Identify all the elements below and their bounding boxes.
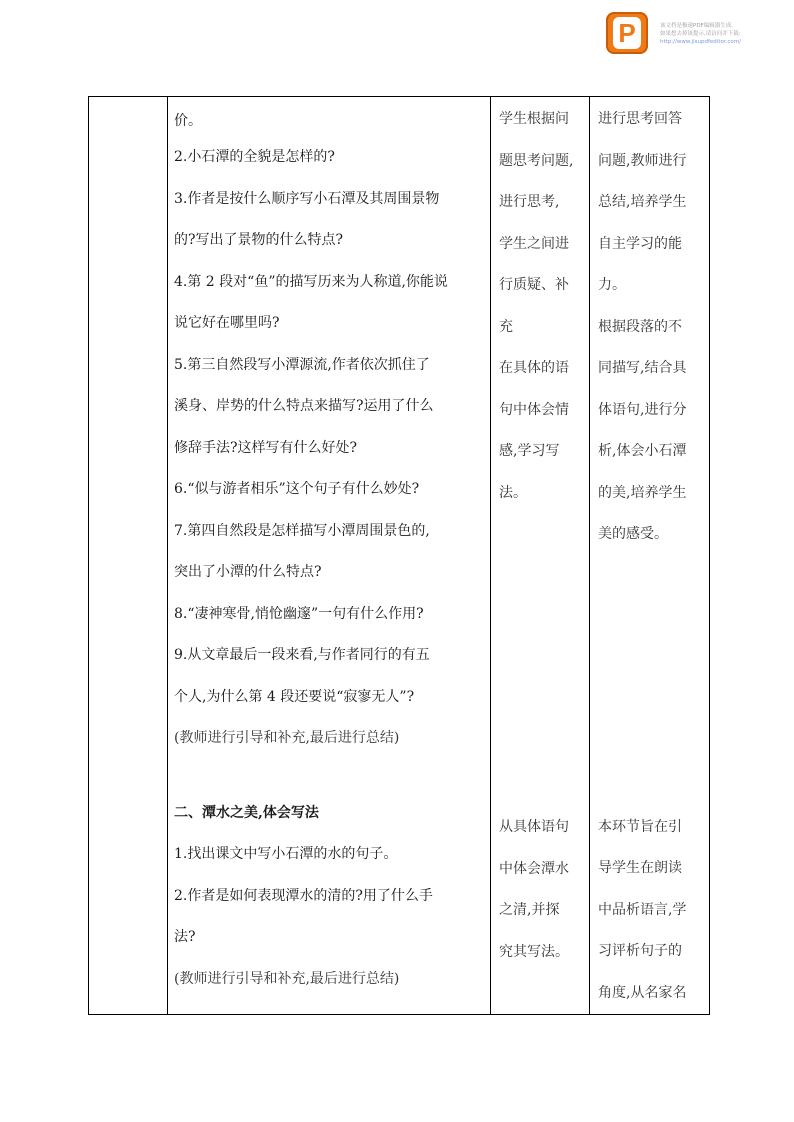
student-activity-text [491,97,589,973]
intent-line: 问题,教师进行 [598,152,687,169]
student-line: 行质疑、补 [499,277,569,293]
student-line: 究其写法。 [499,943,569,960]
intent-line: 同描写,结合具 [598,360,687,376]
question-line: 溪身、岸势的什么特点来描写?运用了什么 [174,398,434,414]
design-intent-text [590,97,709,1014]
student-line: 法。 [499,484,527,501]
intent-line: 导学生在朗读 [598,860,682,876]
pdf-editor-logo [606,12,652,56]
question-line: 8.“凄神寒骨,悄怆幽邃”一句有什么作用? [174,605,424,622]
intent-line: 的美,培养学生 [598,484,687,501]
student-line: 学生之间进 [499,235,569,252]
teaching-content-cell [168,97,491,1015]
intent-line: 自主学习的能 [598,235,682,252]
intent-line: 本环节旨在引 [598,818,682,835]
teacher-note: (教师进行引导和补充,最后进行总结) [174,730,400,746]
question-line: 价。 [174,113,202,129]
question-line: 5.第三自然段写小潭源流,作者依次抓住了 [174,356,430,373]
intent-line: 总结,培养学生 [598,194,687,210]
intent-line: 体语句,进行分 [598,401,687,418]
teacher-note: (教师进行引导和补充,最后进行总结) [174,970,400,987]
question-list-main [168,137,490,1000]
student-line: 之清,并探 [499,902,560,918]
watermark-line: 该文档是极速PDF编辑器生成, [660,23,733,29]
intent-line: 进行思考回答 [598,111,682,127]
watermark-url[interactable]: http://www.jisupdfeditor.com/ [660,39,741,45]
watermark-notice [660,22,790,46]
watermark-line: 如果想去掉该提示,请访问并下载: [660,31,741,37]
student-line: 在具体的语 [499,360,569,376]
lesson-plan-table [88,96,710,1015]
student-line: 进行思考, [499,194,560,210]
student-line: 充 [499,318,513,335]
question-line: 2.小石潭的全貌是怎样的? [174,149,335,165]
student-activity-cell [491,97,590,1015]
student-line: 从具体语句 [499,819,569,835]
intent-line: 习评析句子的 [598,943,682,959]
question-line: 3.作者是按什么顺序写小石潭及其周围景物 [174,190,440,207]
question-line: 2.作者是如何表现潭水的清的?用了什么手 [174,887,433,904]
intent-line: 力。 [598,277,626,293]
intent-line: 中品析语言,学 [598,901,687,918]
table-row [89,97,710,1015]
question-line: 修辞手法?这样写有什么好处? [174,439,358,456]
student-line: 感,学习写 [499,443,560,459]
question-line: 个人,为什么第 4 段还要说“寂寥无人”? [174,688,415,705]
student-line: 题思考问题, [499,152,574,169]
intent-line: 析,体会小石潭 [598,443,687,459]
student-line: 学生根据问 [499,111,569,127]
intent-line: 根据段落的不 [598,318,682,335]
intent-line: 角度,从名家名 [598,984,687,1001]
question-line: 9.从文章最后一段来看,与作者同行的有五 [174,647,430,663]
question-line: 4.第 2 段对“鱼”的描写历来为人称道,你能说 [174,273,448,290]
student-line: 句中体会情 [499,401,569,418]
question-line: 法? [174,929,196,945]
logo-letter: P [613,17,641,49]
intent-line: 美的感受。 [598,526,668,542]
question-line: 7.第四自然段是怎样描写小潭周围景色的, [174,522,430,539]
question-line: 突出了小潭的什么特点? [174,564,322,580]
design-intent-cell [590,97,710,1015]
section-heading: 二、潭水之美,体会写法 [174,804,319,821]
student-line: 中体会潭水 [499,860,569,877]
stage-cell [89,97,168,1015]
question-line: 说它好在哪里吗? [174,315,280,331]
question-line: 1.找出课文中写小石潭的水的句子。 [174,846,398,862]
question-line: 6.“似与游者相乐”这个句子有什么妙处? [174,481,420,497]
logo-badge [606,12,648,54]
question-line: 的?写出了景物的什么特点? [174,232,344,248]
question-list [168,97,490,141]
